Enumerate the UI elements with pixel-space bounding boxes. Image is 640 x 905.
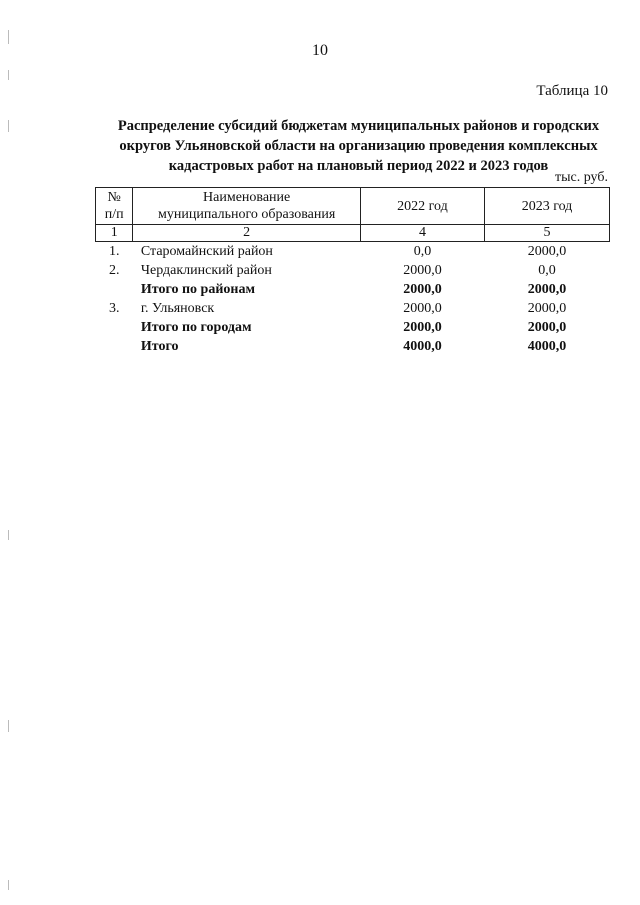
column-number-row [96,225,610,242]
column-number: 1 [96,225,133,242]
row-value-2022: 2000,0 [403,301,442,316]
column-number: 5 [485,225,610,242]
table-label: Таблица 10 [536,83,608,99]
row-value-2023: 0,0 [538,263,556,278]
table-row [96,261,610,280]
title-line: кадастровых работ на плановый период 2022 и 2023 годов [168,158,549,174]
scan-mark [8,70,9,80]
header-year-2023: 2023 год [485,188,610,225]
table-row [96,242,610,262]
row-name: Итого по районам [140,282,255,297]
header-year-2022: 2022 год [360,188,484,225]
row-name: Чердаклинский район [140,263,272,278]
subsidy-table [95,187,610,356]
row-name: г. Ульяновск [140,301,215,316]
row-value-2022: 4000,0 [403,339,442,354]
scan-mark [8,120,9,132]
row-value-2022: 0,0 [413,244,432,259]
row-index [96,318,133,337]
scan-mark [8,720,9,732]
row-index [96,337,133,356]
header-name-line1: Наименование [203,190,291,205]
document-title [96,116,621,176]
column-number: 4 [360,225,484,242]
header-index-line1: № [107,190,121,205]
header-name [133,188,361,225]
table-row [96,299,610,318]
row-name: Старомайнский район [140,244,273,259]
units-label: тыс. руб. [555,170,608,185]
table-header-row [96,188,610,225]
row-value-2022: 2000,0 [403,282,442,297]
page-number: 10 [312,42,328,59]
row-value-2023: 2000,0 [527,244,567,259]
header-name-line2: муниципального образования [158,207,336,222]
title-line: Распределение субсидий бюджетам муниципальных районов и городских [117,118,600,134]
table-row-subtotal [96,280,610,299]
row-index: 3. [108,301,120,316]
column-number: 2 [133,225,361,242]
row-index [96,280,133,299]
row-value-2023: 2000,0 [527,320,567,335]
row-name: Итого по городам [140,320,252,335]
row-name: Итого [140,339,179,354]
row-value-2022: 2000,0 [403,320,442,335]
row-value-2022: 2000,0 [403,263,442,278]
header-index-line2: п/п [104,207,124,222]
row-value-2023: 4000,0 [527,339,567,354]
row-value-2023: 2000,0 [527,282,567,297]
scan-mark [8,530,9,540]
table-row-total [96,337,610,356]
row-value-2023: 2000,0 [527,301,567,316]
row-index: 2. [108,263,120,278]
title-line: округов Ульяновской области на организацию проведения комплексных [119,138,598,154]
table-row-subtotal [96,318,610,337]
header-index [96,188,133,225]
scan-mark [8,880,9,890]
row-index: 1. [108,244,120,259]
